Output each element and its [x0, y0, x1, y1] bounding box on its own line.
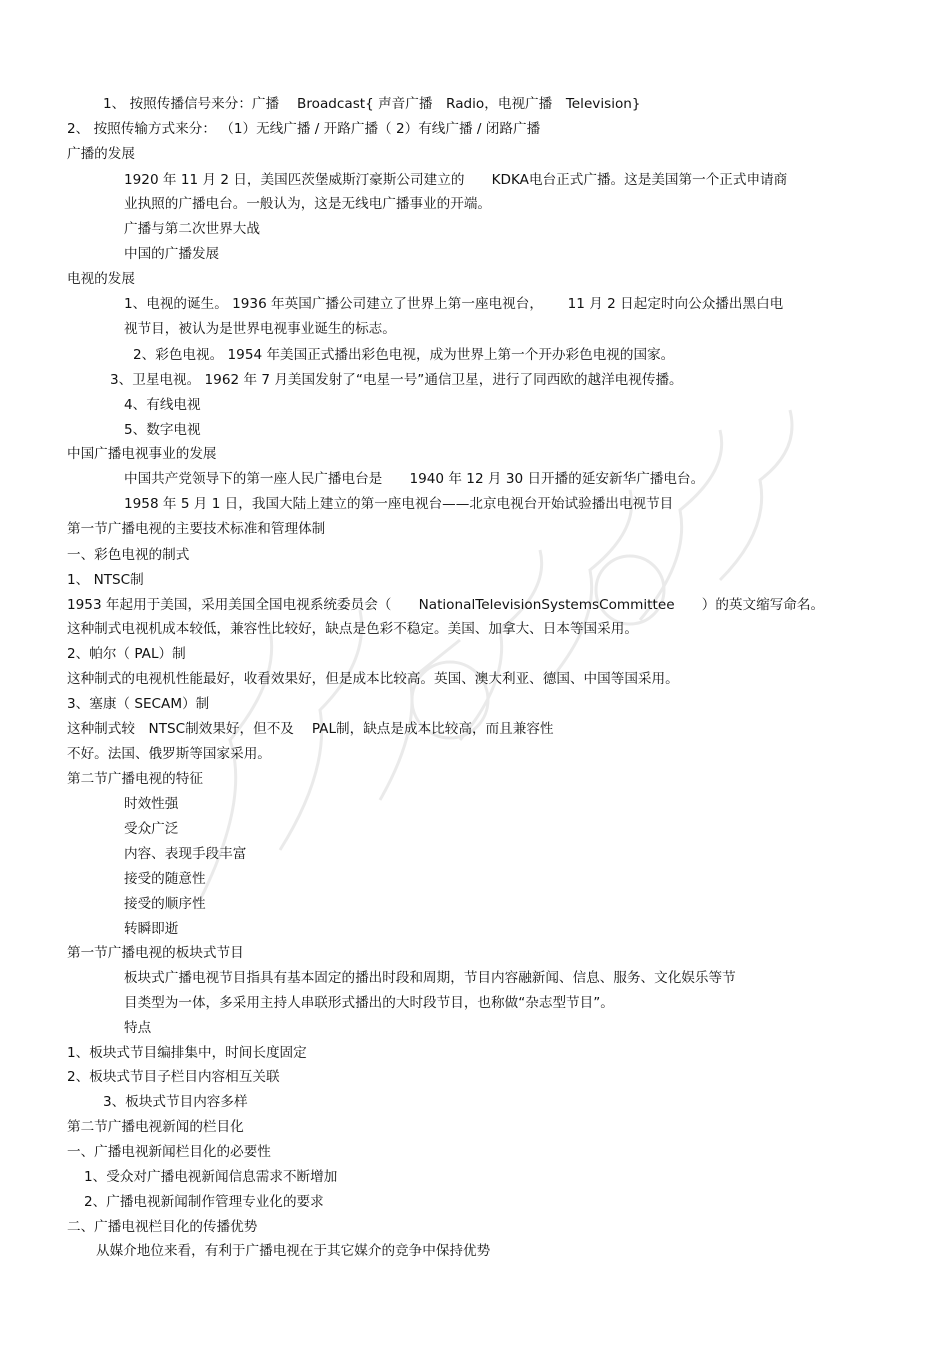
- line-41: 3、板块式节目内容多样: [103, 1094, 248, 1110]
- line-45: 2、广播电视新闻制作管理专业化的要求: [84, 1194, 324, 1210]
- line-47: 从媒介地位来看，有利于广播电视在于其它媒介的竞争中保持优势: [96, 1243, 491, 1259]
- line-29: 时效性强: [124, 796, 179, 812]
- line-23: 2、帕尔（ PAL）制: [67, 646, 186, 662]
- heading-section-standards: 第一节广播电视的主要技术标准和管理体制: [67, 521, 326, 537]
- line-33: 接受的顺序性: [124, 896, 206, 912]
- line-17: 1958 年 5 月 1 日，我国大陆上建立的第一座电视台——北京电视台开始试验播出电视节目: [124, 496, 674, 512]
- line-22: 这种制式电视机成本较低，兼容性比较好，缺点是色彩不稳定。美国、加拿大、日本等国采用。: [67, 621, 638, 637]
- heading-china-broadcast: 中国广播电视事业的发展: [67, 446, 217, 462]
- line-24: 这种制式的电视机性能最好，收看效果好，但是成本比较高。英国、澳大利亚、德国、中国等国采用。: [67, 671, 679, 687]
- line-34: 转瞬即逝: [124, 921, 179, 937]
- heading-features: 第二节广播电视的特征: [67, 771, 203, 787]
- line-20: 1、 NTSC制: [67, 572, 144, 588]
- line-43: 一、广播电视新闻栏目化的必要性: [67, 1144, 271, 1160]
- line-9: 1、电视的诞生。 1936 年英国广播公司建立了世界上第一座电视台， 11 月 2 日起定时向公众播出黑白电: [124, 296, 784, 312]
- line-27: 不好。法国、俄罗斯等国家采用。: [67, 746, 271, 762]
- heading-color-tv-systems: 一、彩色电视的制式: [67, 547, 190, 563]
- heading-news-columns: 第二节广播电视新闻的栏目化: [67, 1119, 244, 1135]
- heading-block-programs: 第一节广播电视的板块式节目: [67, 945, 244, 961]
- line-32: 接受的随意性: [124, 871, 206, 887]
- line-40: 2、板块式节目子栏目内容相互关联: [67, 1069, 280, 1085]
- line-1: 1、 按照传播信号来分：广播 Broadcast{ 声音广播 Radio，电视广播 Television}: [103, 96, 641, 112]
- line-12: 3、卫星电视。 1962 年 7 月美国发射了“电星一号”通信卫星，进行了同西欧的越洋电视传播。: [110, 372, 683, 388]
- line-14: 5、数字电视: [124, 422, 201, 438]
- line-2: 2、 按照传输方式来分： （1）无线广播 / 开路广播（ 2）有线广播 / 闭路广播: [67, 121, 541, 137]
- line-7: 中国的广播发展: [124, 246, 220, 262]
- line-26: 这种制式较 NTSC制效果好，但不及 PAL制，缺点是成本比较高，而且兼容性: [67, 721, 554, 737]
- line-5: 业执照的广播电台。一般认为，这是无线电广播事业的开端。: [124, 196, 492, 212]
- heading-tv-development: 电视的发展: [67, 271, 135, 287]
- line-46: 二、广播电视栏目化的传播优势: [67, 1219, 258, 1235]
- line-44: 1、受众对广播电视新闻信息需求不断增加: [84, 1169, 338, 1185]
- line-39: 1、板块式节目编排集中，时间长度固定: [67, 1045, 307, 1061]
- line-6: 广播与第二次世界大战: [124, 221, 260, 237]
- line-11: 2、彩色电视。 1954 年美国正式播出彩色电视，成为世界上第一个开办彩色电视的国家。: [133, 347, 675, 363]
- line-25: 3、塞康（ SECAM）制: [67, 696, 210, 712]
- line-36: 板块式广播电视节目指具有基本固定的播出时段和周期，节目内容融新闻、信息、服务、文化娱乐等节: [124, 970, 736, 986]
- watermark-graphic: [160, 380, 860, 940]
- line-21: 1953 年起用于美国，采用美国全国电视系统委员会（ NationalTelevisionSystemsCommittee ）的英文缩写命名。: [67, 597, 825, 613]
- line-4: 1920 年 11 月 2 日，美国匹茨堡威斯汀豪斯公司建立的 KDKA电台正式广播。这是美国第一个正式申请商: [124, 172, 788, 188]
- line-37: 目类型为一体，多采用主持人串联形式播出的大时段节目，也称做“杂志型节目”。: [124, 995, 614, 1011]
- line-31: 内容、表现手段丰富: [124, 846, 247, 862]
- line-10: 视节目，被认为是世界电视事业诞生的标志。: [124, 321, 396, 337]
- line-16: 中国共产党领导下的第一座人民广播电台是 1940 年 12 月 30 日开播的延安新华广播电台。: [124, 471, 705, 487]
- line-30: 受众广泛: [124, 821, 179, 837]
- line-13: 4、有线电视: [124, 397, 201, 413]
- heading-broadcast-development: 广播的发展: [67, 146, 135, 162]
- line-38: 特点: [124, 1020, 152, 1036]
